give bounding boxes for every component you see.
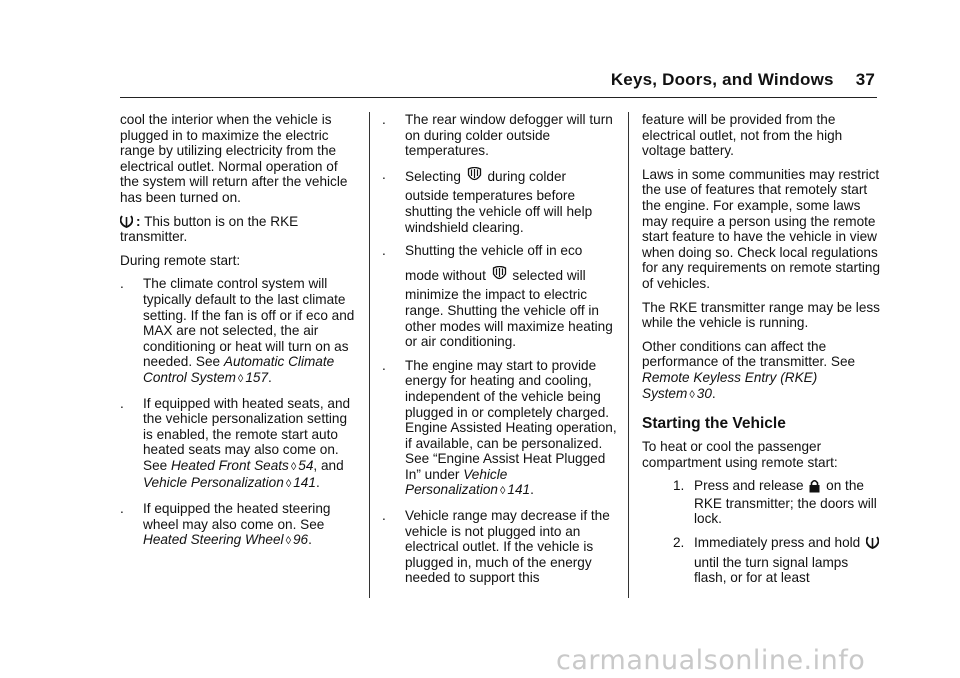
cross-reference-link[interactable]: Heated Front Seats <box>170 457 289 473</box>
laws-paragraph: Laws in some communities may restrict the use of features that remotely start the engine. For example, some laws may require a person using the remote start feature to have the vehicle in view when doing so. Check local regulations for any requirements on remote starting of vehicles. <box>642 166 881 291</box>
remote-start-icon <box>120 215 133 229</box>
remote-start-icon <box>866 536 879 550</box>
intro-paragraph: cool the interior when the vehicle is plugged in to maximize the electric range by utilizing electricity from the electrical outlet. Normal operation of the system will return after the vehicle has been turned on. <box>120 112 348 205</box>
page-ref-arrow-icon: ◊ <box>689 388 695 401</box>
page-reference[interactable]: 54 <box>298 457 314 473</box>
list-item: . If equipped with heated seats, and the vehicle personalization setting is enabled, the remote start auto heated seats may also come on. See Heated Front Seats ◊ 54, and Vehicle Personalization ◊ 141. <box>120 395 351 491</box>
page-reference[interactable]: 30 <box>696 385 712 401</box>
column-2 <box>382 112 618 594</box>
watermark: carmanualsonline.info <box>556 645 866 676</box>
column-divider-1 <box>369 112 370 598</box>
cross-reference-link[interactable]: Heated Steering Wheel <box>143 532 284 548</box>
page-reference[interactable]: 157 <box>245 369 269 385</box>
page-header <box>592 70 875 90</box>
list-item: . The rear window defogger will turn on during colder outside temperatures. <box>382 112 613 159</box>
list-item: . The engine may start to provide energy for heating and cooling, independent of the vehicle being plugged in or completely charged. Engine Assisted Heating operation, if available, can be personalized. See “Engine Assist Heat Plugged In” under Vehicle Personalization ◊ 141. <box>382 357 617 498</box>
page-ref-arrow-icon: ◊ <box>237 372 244 385</box>
column-3 <box>642 112 882 594</box>
lock-icon <box>809 479 820 493</box>
list-item: . Selecting during colder outside temperatures before shutting the vehicle off will help windshield clearing. <box>382 166 593 235</box>
section-title: Keys, Doors, and Windows <box>610 70 834 89</box>
other-conditions-paragraph: Other conditions can affect the performance of the transmitter. See Remote Keyless Entry (RKE) System ◊ 30. <box>642 338 856 401</box>
numbered-step: 2. Immediately press and hold until the turn signal lamps flash, or for at least <box>642 535 882 586</box>
list-item: . If equipped the heated steering wheel may also come on. See Heated Steering Wheel ◊ 96. <box>120 501 331 548</box>
cross-reference-link[interactable]: Vehicle Personalization <box>143 475 284 491</box>
continued-bullet-text: feature will be provided from the electrical outlet, not from the high voltage battery. <box>642 112 843 159</box>
rear-defog-icon <box>467 167 482 184</box>
header-rule <box>120 97 877 98</box>
page-ref-arrow-icon: ◊ <box>499 485 506 498</box>
range-paragraph: The RKE transmitter range may be less while the vehicle is running. <box>642 299 880 331</box>
page-reference[interactable]: 96 <box>293 532 309 548</box>
column-divider-2 <box>628 112 629 598</box>
numbered-step: 1. Press and release on the RKE transmitter; the doors will lock. <box>673 478 877 527</box>
page-ref-arrow-icon: ◊ <box>285 535 291 548</box>
remote-start-paragraph: : This button is on the RKE transmitter. <box>120 213 299 245</box>
page-number: 37 <box>855 70 875 89</box>
column-1 <box>120 112 358 558</box>
page-reference[interactable]: 141 <box>507 482 531 498</box>
page-reference[interactable]: 141 <box>293 475 316 491</box>
cross-reference-link[interactable]: Remote Keyless Entry (RKE) System <box>642 369 818 401</box>
rear-defog-icon <box>492 266 507 283</box>
cross-reference-link[interactable]: Vehicle Personalization <box>405 466 508 498</box>
list-item: . The climate control system will typically default to the last climate setting. If the fan is off or if eco and MAX are not selected, the air conditioning or heat will turn on as needed. See Automatic Climate Control System ◊ 157. <box>120 276 355 385</box>
heat-cool-intro: To heat or cool the passenger compartment using remote start: <box>642 439 838 470</box>
during-remote-start-label: During remote start: <box>120 252 241 268</box>
list-item: . Vehicle range may decrease if the vehicle is not plugged into an electrical outlet. If the vehicle is plugged in, much of the energy needed to support this <box>382 508 610 586</box>
page-ref-arrow-icon: ◊ <box>285 478 292 491</box>
page-ref-arrow-icon: ◊ <box>290 460 297 473</box>
section-heading: Starting the Vehicle <box>642 415 786 433</box>
cross-reference-link[interactable]: Automatic Climate Control System <box>143 354 335 385</box>
list-item: . Shutting the vehicle off in eco mode without selected will minimize the impact to electric range. Shutting the vehicle off in other modes will maximize heating or air conditioning. <box>382 243 613 350</box>
